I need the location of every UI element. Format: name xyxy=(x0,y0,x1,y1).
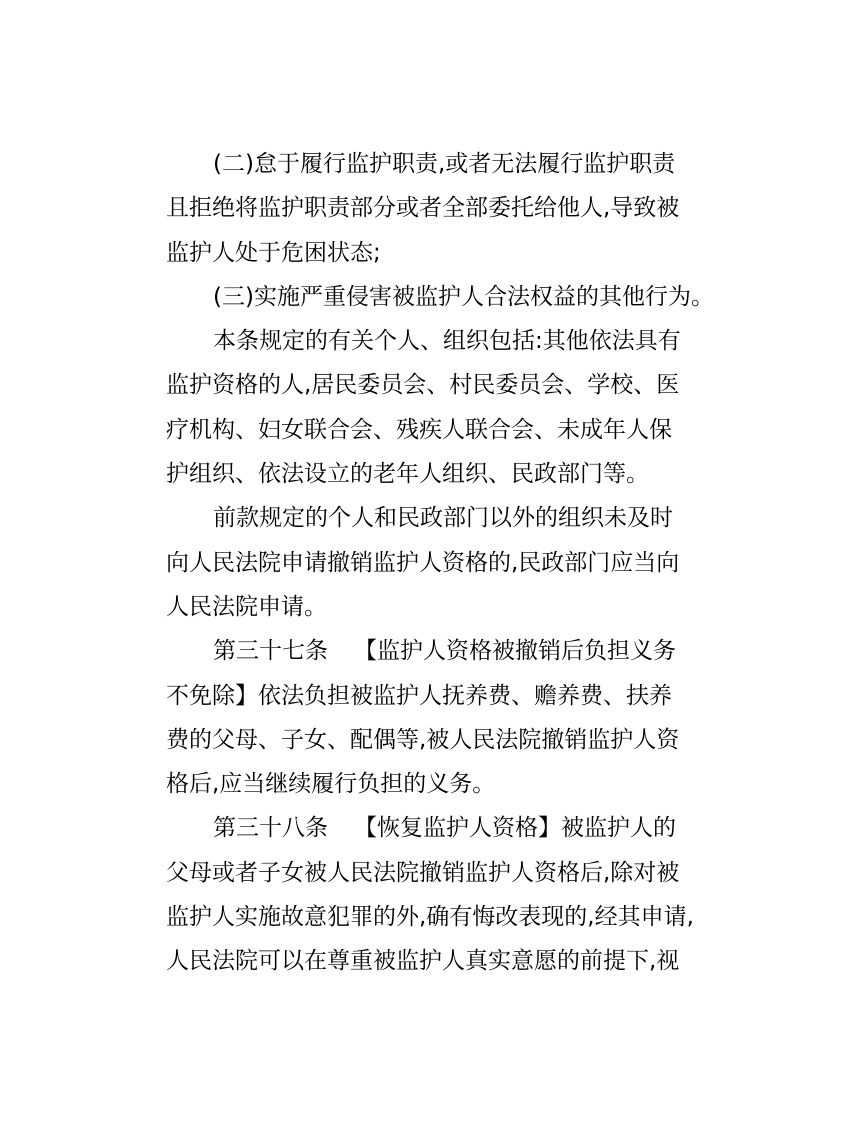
article-title: 【监护人资格被撤销后负担义务 xyxy=(354,638,676,665)
text-line: (三)实施严重侵害被监护人合法权益的其他行为。 xyxy=(213,283,714,310)
document-body xyxy=(166,142,714,984)
text-line: 费的父母、子女、配偶等,被人民法院撤销监护人资 xyxy=(166,726,680,753)
text-line: 人民法院申请。 xyxy=(166,593,327,620)
article-heading-line xyxy=(166,629,691,673)
article-number: 第三十七条 xyxy=(213,638,328,665)
text-line: 疗机构、妇女联合会、残疾人联合会、未成年人保 xyxy=(166,416,672,443)
text-line: 且拒绝将监护职责部分或者全部委托给他人,导致被 xyxy=(166,195,680,222)
text-line: 向人民法院申请撤销监护人资格的,民政部门应当向 xyxy=(166,549,680,576)
article-number: 第三十八条 xyxy=(213,815,328,842)
text-line: 监护资格的人,居民委员会、村民委员会、学校、医 xyxy=(166,372,680,399)
text-line: 人民法院可以在尊重被监护人真实意愿的前提下,视 xyxy=(166,948,680,975)
text-line: 本条规定的有关个人、组织包括:其他依法具有 xyxy=(213,328,681,355)
text-line: (二)怠于履行监护职责,或者无法履行监护职责 xyxy=(213,151,676,177)
text-line: 护组织、依法设立的老年人组织、民政部门等。 xyxy=(166,461,649,488)
text-line: 监护人实施故意犯罪的外,确有悔改表现的,经其申请, xyxy=(166,904,694,931)
article-title: 【恢复监护人资格】被监护人的 xyxy=(354,815,676,842)
text-line: 格后,应当继续履行负担的义务。 xyxy=(166,771,496,798)
text-line: 不免除】依法负担被监护人抚养费、赡养费、扶养 xyxy=(166,682,672,709)
text-line: 监护人处于危困状态; xyxy=(166,239,381,266)
text-line: 前款规定的个人和民政部门以外的组织未及时 xyxy=(213,505,673,532)
article-heading-line xyxy=(166,806,691,850)
text-line: 父母或者子女被人民法院撤销监护人资格后,除对被 xyxy=(166,859,680,886)
